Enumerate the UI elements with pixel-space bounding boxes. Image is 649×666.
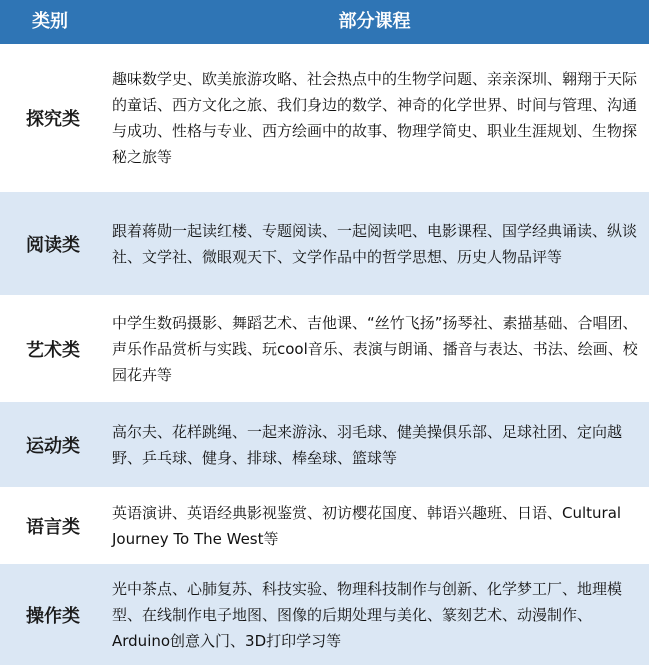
row-category: 阅读类: [26, 234, 80, 256]
row-category: 运动类: [26, 435, 80, 457]
table-row: [0, 44, 649, 192]
row-courses: 中学生数码摄影、舞蹈艺术、吉他课、“丝竹飞扬”扬琴社、素描基础、合唱团、声乐作品赏析与实践、玩cool音乐、表演与朗诵、播音与表达、书法、绘画、校园花卉等: [112, 313, 638, 384]
row-courses: 趣味数学史、欧美旅游攻略、社会热点中的生物学问题、亲亲深圳、翱翔于天际的童话、西方文化之旅、我们身边的数学、神奇的化学世界、时间与管理、沟通与成功、性格与专业、西方绘画中的故事、物理学简史、职业生涯规划、生物探秘之旅等: [112, 69, 638, 166]
row-category: 语言类: [26, 516, 80, 538]
row-courses: 高尔夫、花样跳绳、一起来游泳、羽毛球、健美操俱乐部、足球社团、定向越野、乒乓球、健身、排球、棒垒球、篮球等: [112, 422, 623, 467]
table-header: [0, 0, 649, 44]
header-courses: 部分课程: [338, 11, 411, 32]
row-courses: 光中茶点、心肺复苏、科技实验、物理科技制作与创新、化学梦工厂、地理模型、在线制作电子地图、图像的后期处理与美化、篆刻艺术、动漫制作、Arduino创意入门、3D打印学习等: [112, 579, 623, 650]
row-category: 操作类: [26, 605, 80, 627]
table-row: [0, 296, 649, 402]
table-row: [0, 488, 649, 564]
table-row: [0, 192, 649, 296]
table-row: [0, 402, 649, 488]
row-courses: 英语演讲、英语经典影视鉴赏、初访樱花国度、韩语兴趣班、日语、Cultural Journey To The West等: [112, 503, 622, 548]
table-row: [0, 564, 649, 666]
row-courses: 跟着蒋勋一起读红楼、专题阅读、一起阅读吧、电影课程、国学经典诵读、纵谈社、文学社、微眼观天下、文学作品中的哲学思想、历史人物品评等: [112, 221, 638, 266]
row-category: 探究类: [26, 108, 80, 130]
row-category: 艺术类: [26, 339, 80, 361]
header-category: 类别: [32, 11, 68, 32]
